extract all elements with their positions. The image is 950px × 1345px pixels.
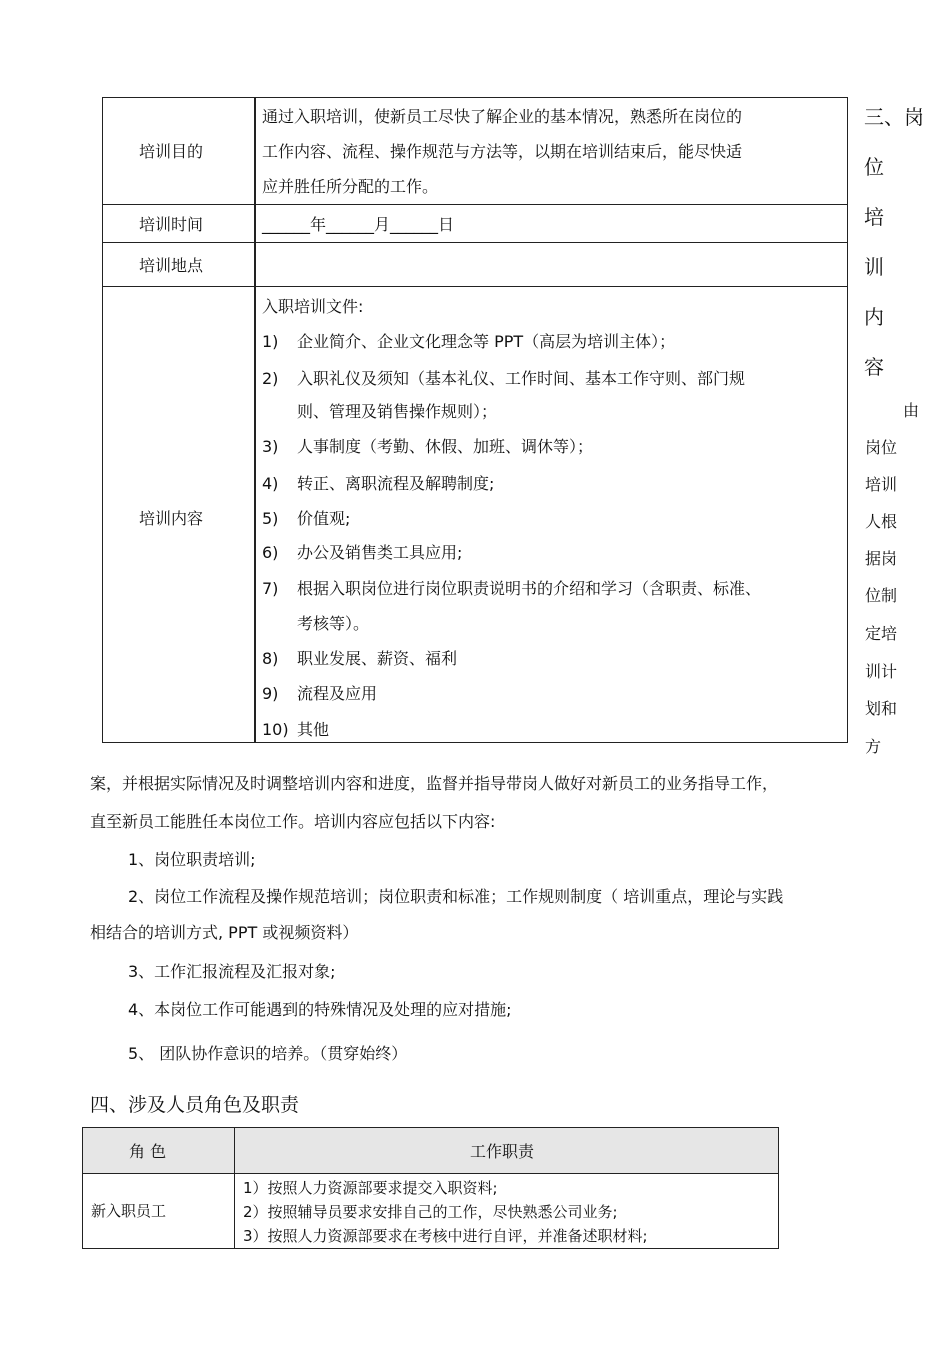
content-item-text: 办公及销售类工具应用; <box>297 543 463 562</box>
content-item-text: 职业发展、薪资、福利 <box>297 649 458 668</box>
purpose-line-1: 通过入职培训，使新员工尽快了解企业的基本情况，熟悉所在岗位的 <box>262 107 743 126</box>
point-item: 2、岗位工作流程及操作规范培训；岗位职责和标准；工作规则制度（ 培训重点，理论与实践 <box>128 887 784 906</box>
roles-table <box>82 1127 779 1249</box>
section3-heading-char: 位 <box>864 155 884 179</box>
content-item-text: 根据入职岗位进行岗位职责说明书的介绍和学习（含职责、标准、 <box>297 579 762 598</box>
content-item-text: 转正、离职流程及解聘制度; <box>297 474 495 493</box>
content-item-num: 1) <box>262 332 279 351</box>
duty-line: 3）按照人力资源部要求在考核中进行自评，并准备述职材料; <box>243 1227 648 1245</box>
side-line: 训计 <box>865 662 898 681</box>
point-item: 3、工作汇报流程及汇报对象; <box>128 962 336 981</box>
content-item-text: 其他 <box>297 720 330 739</box>
content-item-text: 入职礼仪及须知（基本礼仪、工作时间、基本工作守则、部门规 <box>297 369 746 388</box>
section3-heading-char: 容 <box>864 355 884 379</box>
point-item: 5、 团队协作意识的培养。（贯穿始终） <box>128 1044 408 1063</box>
side-line: 划和 <box>865 699 898 718</box>
content-item-text: 则、管理及销售操作规则）； <box>297 402 498 421</box>
side-line: 定培 <box>865 624 898 643</box>
side-line: 方 <box>865 737 882 756</box>
header-duties: 工作职责 <box>470 1142 535 1161</box>
content-item-text: 人事制度（考勤、休假、加班、调休等）； <box>297 437 594 456</box>
paragraph-line: 案，并根据实际情况及时调整培训内容和进度，监督并指导带岗人做好对新员工的业务指导工作， <box>90 774 779 793</box>
side-line: 据岗 <box>865 549 898 568</box>
side-line: 位制 <box>865 586 898 605</box>
section3-heading-char: 培 <box>864 205 884 229</box>
content-item-num: 2) <box>262 369 279 388</box>
content-item-text: 企业简介、企业文化理念等 PPT（高层为培训主体）； <box>297 332 676 351</box>
side-line: 培训 <box>865 475 898 494</box>
purpose-line-2: 工作内容、流程、操作规范与方法等，以期在培训结束后，能尽快适 <box>262 142 743 161</box>
label-training-time: 培训时间 <box>139 215 204 234</box>
roles-table-header <box>83 1128 778 1173</box>
section4-title: 四、涉及人员角色及职责 <box>90 1094 300 1116</box>
content-item-num: 8) <box>262 649 279 668</box>
content-item-num: 9) <box>262 684 279 703</box>
purpose-line-3: 应并胜任所分配的工作。 <box>262 177 439 196</box>
label-training-purpose: 培训目的 <box>139 142 204 161</box>
point-item: 4、本岗位工作可能遇到的特殊情况及处理的应对措施; <box>128 1000 512 1019</box>
section3-heading-char: 训 <box>864 255 884 279</box>
paragraph-line: 直至新员工能胜任本岗位工作。培训内容应包括以下内容: <box>90 812 496 831</box>
content-item-num: 5) <box>262 509 279 528</box>
content-item-num: 7) <box>262 579 279 598</box>
content-item-text: 流程及应用 <box>297 684 378 703</box>
side-line: 岗位 <box>865 438 898 457</box>
training-date-field[interactable]: ______年______月______日 <box>262 215 455 234</box>
section3-heading-char: 三、岗 <box>864 105 924 129</box>
content-item-num: 6) <box>262 543 279 562</box>
content-item-num: 3) <box>262 437 279 456</box>
duty-line: 1）按照人力资源部要求提交入职资料; <box>243 1179 498 1197</box>
label-training-content: 培训内容 <box>139 509 204 528</box>
content-item-num: 10) <box>262 720 289 739</box>
content-intro: 入职培训文件: <box>262 297 364 316</box>
content-item-text: 价值观; <box>297 509 351 528</box>
content-item-num: 4) <box>262 474 279 493</box>
duty-line: 2）按照辅导员要求安排自己的工作，尽快熟悉公司业务; <box>243 1203 618 1221</box>
role-cell: 新入职员工 <box>91 1202 167 1220</box>
side-line: 由 <box>903 401 920 420</box>
side-line: 人根 <box>865 512 898 531</box>
point-item: 相结合的培训方式, PPT 或视频资料） <box>90 923 359 942</box>
label-training-location: 培训地点 <box>139 256 204 275</box>
point-item: 1、岗位职责培训; <box>128 850 256 869</box>
content-item-text: 考核等）。 <box>297 614 370 633</box>
header-role: 角 色 <box>129 1142 167 1161</box>
section3-heading-char: 内 <box>864 305 884 329</box>
